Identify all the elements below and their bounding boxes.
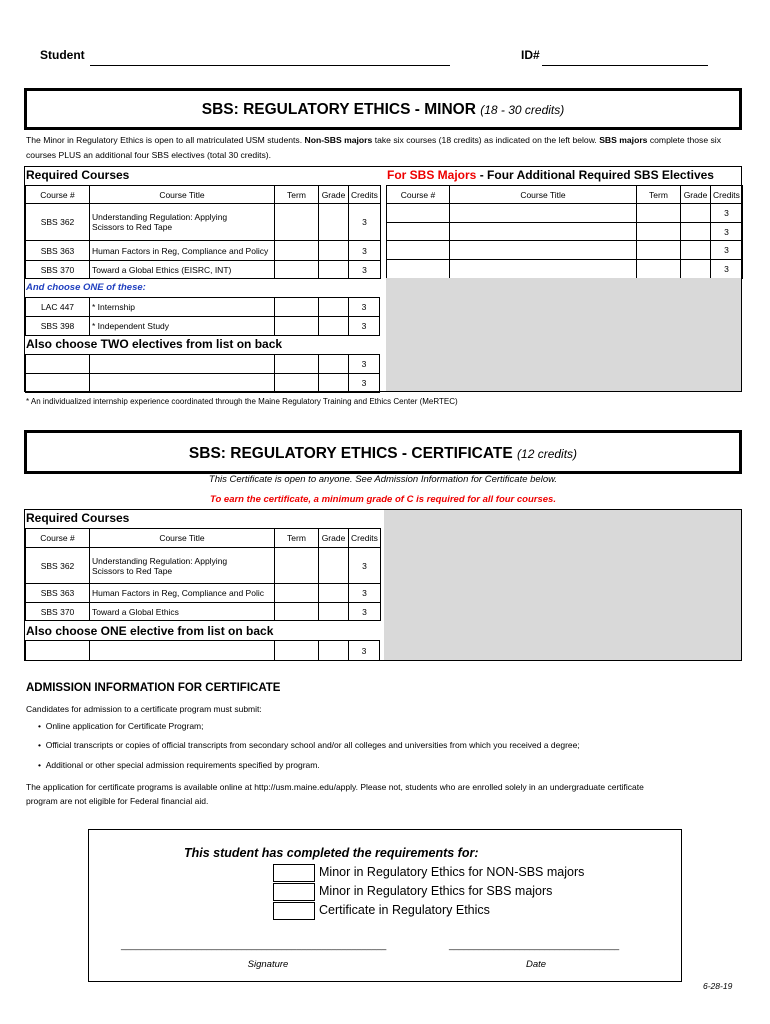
- student-label: Student: [40, 48, 85, 62]
- term-cell[interactable]: [275, 241, 319, 261]
- grade-cell[interactable]: [319, 241, 349, 261]
- table-row: SBS 362 Understanding Regulation: Applying Scissors to Red Tape 3: [26, 548, 381, 584]
- grade-cell[interactable]: [681, 223, 711, 241]
- id-label: ID#: [521, 48, 540, 62]
- date-line[interactable]: __________________________________: [449, 940, 620, 950]
- grade-cell[interactable]: [319, 603, 349, 621]
- col-course: Course #: [26, 529, 90, 548]
- col-credits: Credits: [349, 529, 381, 548]
- admission-bullet: • Online application for Certificate Program;: [38, 721, 204, 731]
- course-cell[interactable]: [387, 223, 450, 241]
- title-cell[interactable]: [450, 204, 637, 223]
- choose-one-label: And choose ONE of these:: [26, 282, 146, 293]
- completion-options: [273, 863, 584, 920]
- signature-line[interactable]: _____________________________________________________: [121, 940, 387, 950]
- minor-required-label: Required Courses: [26, 168, 130, 182]
- completion-option: Minor in Regulatory Ethics for SBS majors: [273, 882, 584, 901]
- term-cell[interactable]: [275, 298, 319, 317]
- two-electives-label: Also choose TWO electives from list on back: [26, 337, 283, 351]
- checkbox[interactable]: [273, 883, 315, 901]
- course-cell[interactable]: [26, 355, 90, 374]
- col-grade: Grade: [319, 186, 349, 204]
- minor-title-box: [24, 88, 742, 130]
- col-credits: Credits: [711, 186, 743, 204]
- grade-cell[interactable]: [319, 641, 349, 661]
- term-cell[interactable]: [275, 584, 319, 603]
- internship-footnote: * An individualized internship experience coordinated through the Maine Regulatory Training and Ethics Center (MeRTEC): [26, 397, 458, 406]
- grade-cell[interactable]: [319, 317, 349, 336]
- course-cell[interactable]: [26, 641, 90, 661]
- date-label: Date: [525, 959, 547, 970]
- grade-cell[interactable]: [319, 548, 349, 584]
- admission-heading: ADMISSION INFORMATION FOR CERTIFICATE: [26, 682, 281, 694]
- col-term: Term: [275, 529, 319, 548]
- table-row: 3: [26, 355, 380, 374]
- term-cell[interactable]: [637, 260, 681, 279]
- table-row: SBS 370 Toward a Global Ethics 3: [26, 603, 381, 621]
- footer-date: 6-28-19: [703, 981, 733, 991]
- minor-title: SBS: REGULATORY ETHICS - MINOR (18 - 30 credits): [201, 101, 565, 118]
- grade-cell[interactable]: [319, 374, 349, 393]
- title-cell[interactable]: [450, 260, 637, 279]
- term-cell[interactable]: [275, 603, 319, 621]
- grade-cell[interactable]: [319, 298, 349, 317]
- term-cell[interactable]: [275, 317, 319, 336]
- col-title: Course Title: [90, 529, 275, 548]
- table-row: SBS 370 Toward a Global Ethics (EISRC, INT) 3: [26, 261, 381, 279]
- col-course: Course #: [387, 186, 450, 204]
- term-cell[interactable]: [637, 204, 681, 223]
- term-cell[interactable]: [637, 223, 681, 241]
- col-grade: Grade: [319, 529, 349, 548]
- col-term: Term: [275, 186, 319, 204]
- term-cell[interactable]: [275, 374, 319, 393]
- two-electives-table: [25, 354, 380, 393]
- table-row: 3: [387, 223, 743, 241]
- certificate-title: SBS: REGULATORY ETHICS - CERTIFICATE (12 credits): [188, 445, 578, 462]
- certificate-required-table: [25, 528, 381, 621]
- sbs-electives-label: For SBS Majors - Four Additional Required SBS Electives: [387, 168, 714, 182]
- completion-box: [88, 829, 682, 982]
- signature-label: Signature: [247, 959, 289, 970]
- certificate-shaded-area: [384, 510, 741, 660]
- table-row: SBS 363 Human Factors in Reg, Compliance and Policy 3: [26, 241, 381, 261]
- completion-option: Certificate in Regulatory Ethics: [273, 901, 584, 920]
- col-title: Course Title: [450, 186, 637, 204]
- title-cell[interactable]: [90, 374, 275, 393]
- certificate-required-label: Required Courses: [26, 511, 130, 525]
- term-cell[interactable]: [275, 261, 319, 279]
- table-row: 3: [26, 641, 380, 661]
- course-cell[interactable]: [387, 204, 450, 223]
- sbs-shaded-area: [386, 278, 741, 391]
- table-row: 3: [387, 260, 743, 279]
- course-cell[interactable]: [387, 260, 450, 279]
- term-cell[interactable]: [275, 641, 319, 661]
- admission-intro: Candidates for admission to a certificate program must submit:: [26, 704, 262, 714]
- title-cell[interactable]: [90, 641, 275, 661]
- title-cell[interactable]: [450, 223, 637, 241]
- certificate-title-box: [24, 430, 742, 474]
- student-id-field[interactable]: [542, 51, 708, 66]
- course-cell[interactable]: [387, 241, 450, 260]
- table-row: SBS 363 Human Factors in Reg, Compliance and Polic 3: [26, 584, 381, 603]
- certificate-requirement: To earn the certificate, a minimum grade of C is required for all four courses.: [210, 494, 556, 505]
- one-elective-table: [25, 640, 380, 661]
- table-row: 3: [387, 204, 743, 223]
- minor-intro: The Minor in Regulatory Ethics is open to all matriculated USM students. Non-SBS majors take six courses (18 credits) as indicated on the left below. SBS majors complete those six courses PLUS an additional four SBS electives (total 30 credits).: [26, 135, 722, 160]
- table-row: SBS 398 * Independent Study 3: [26, 317, 380, 336]
- sbs-electives-table: [386, 185, 743, 279]
- certificate-intro: This Certificate is open to anyone. See Admission Information for Certificate below.: [208, 474, 558, 485]
- admission-bullet: • Official transcripts or copies of official transcripts from secondary school and/or all colleges and universities from which you received a degree;: [38, 740, 580, 750]
- grade-cell[interactable]: [319, 584, 349, 603]
- grade-cell[interactable]: [319, 204, 349, 241]
- term-cell[interactable]: [275, 204, 319, 241]
- table-row: LAC 447 * Internship 3: [26, 298, 380, 317]
- term-cell[interactable]: [637, 241, 681, 260]
- term-cell[interactable]: [275, 548, 319, 584]
- completion-heading: This student has completed the requirements for:: [184, 846, 479, 860]
- grade-cell[interactable]: [681, 241, 711, 260]
- table-row: 3: [26, 374, 380, 393]
- choose-one-table: [25, 297, 380, 336]
- student-name-field[interactable]: [90, 51, 450, 66]
- grade-cell[interactable]: [681, 260, 711, 279]
- grade-cell[interactable]: [681, 204, 711, 223]
- col-grade: Grade: [681, 186, 711, 204]
- grade-cell[interactable]: [319, 355, 349, 374]
- col-term: Term: [637, 186, 681, 204]
- course-cell[interactable]: [26, 374, 90, 393]
- checkbox[interactable]: [273, 864, 315, 882]
- grade-cell[interactable]: [319, 261, 349, 279]
- completion-option: Minor in Regulatory Ethics for NON-SBS majors: [273, 863, 584, 882]
- admission-note: The application for certificate programs is available online at http://usm.maine.edu/apply. Please not, students who are enrolled solely in an undergraduate certificate program are not eligible for Federal financial aid.: [26, 782, 644, 806]
- term-cell[interactable]: [275, 355, 319, 374]
- col-title: Course Title: [90, 186, 275, 204]
- table-row: SBS 362 Understanding Regulation: Applying Scissors to Red Tape 3: [26, 204, 381, 241]
- title-cell[interactable]: [450, 241, 637, 260]
- one-elective-label: Also choose ONE elective from list on back: [26, 624, 274, 638]
- title-cell[interactable]: [90, 355, 275, 374]
- col-credits: Credits: [349, 186, 381, 204]
- checkbox[interactable]: [273, 902, 315, 920]
- minor-required-table: [25, 185, 381, 279]
- admission-bullet: • Additional or other special admission requirements specified by program.: [38, 760, 320, 770]
- col-course: Course #: [26, 186, 90, 204]
- table-row: 3: [387, 241, 743, 260]
